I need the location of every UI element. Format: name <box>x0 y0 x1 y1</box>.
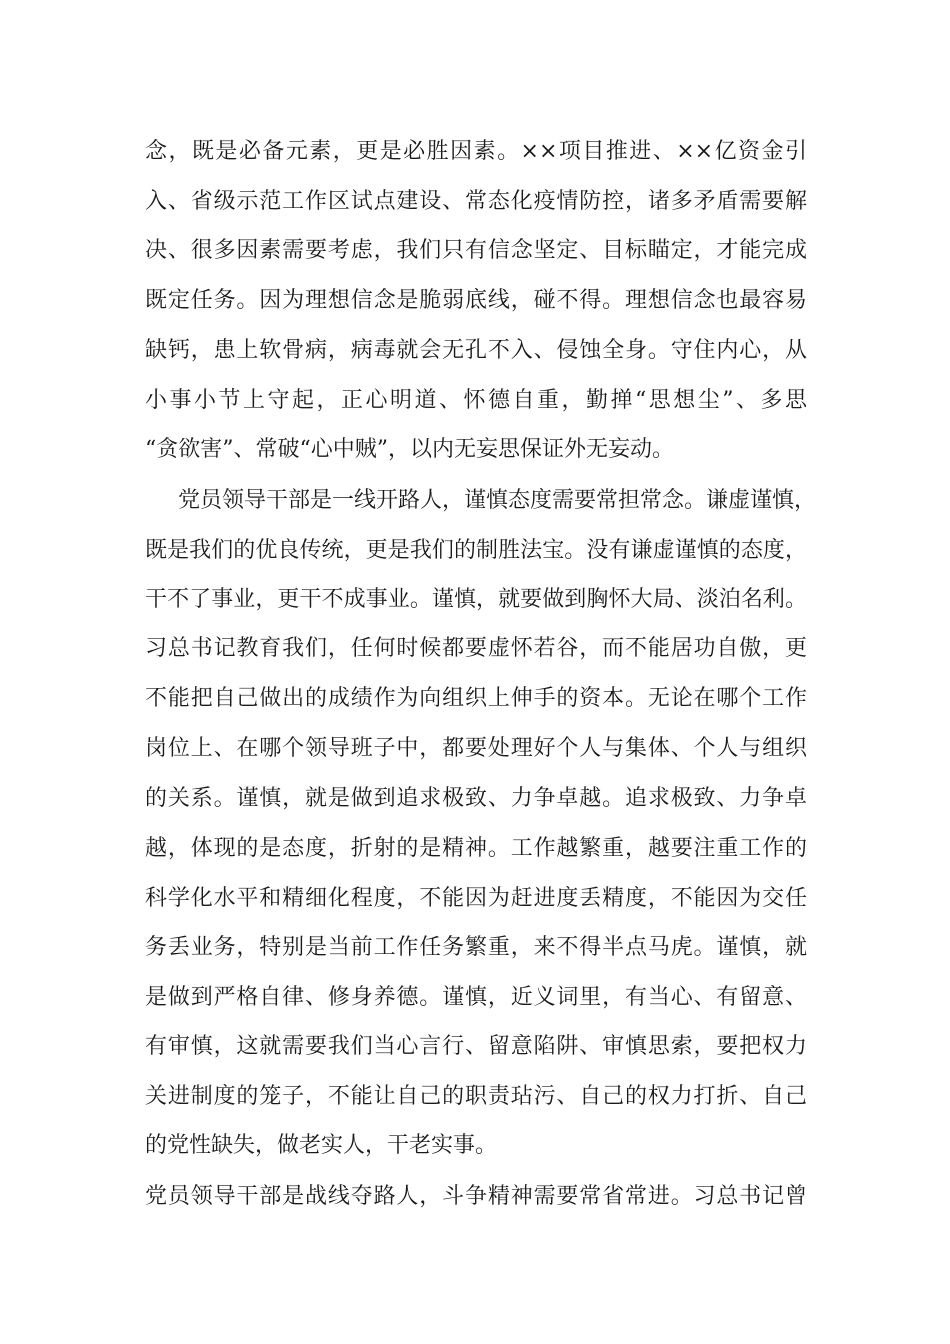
paragraph-1-line-1: 念，既是必备元素，更是必胜因素。××项目推进、××亿资金引 <box>145 139 807 164</box>
paragraph-2-line-7: 的关系。谨慎，就是做到追求极致、力争卓越。追求极致、力争卓 <box>145 786 807 811</box>
paragraph-2-line-5: 不能把自己做出的成绩作为向组织上伸手的资本。无论在哪个工作 <box>145 686 807 711</box>
paragraph-2-line-8: 越，体现的是态度，折射的是精神。工作越繁重，越要注重工作的 <box>145 836 807 861</box>
paragraph-2-line-13: 关进制度的笼子，不能让自己的职责玷污、自己的权力打折、自己 <box>145 1084 807 1109</box>
paragraph-3-line-1: 党员领导干部是战线夺路人，斗争精神需要常省常进。习总书记曾 <box>145 1184 807 1209</box>
paragraph-2-line-4: 习总书记教育我们，任何时候都要虚怀若谷，而不能居功自傲，更 <box>145 636 807 661</box>
paragraph-1-line-4: 既定任务。因为理想信念是脆弱底线，碰不得。理想信念也最容易 <box>145 288 807 313</box>
paragraph-1-line-2: 入、省级示范工作区试点建设、常态化疫情防控，诸多矛盾需要解 <box>145 189 807 214</box>
paragraph-2-line-14: 的党性缺失，做老实人，干老实事。 <box>145 1133 498 1158</box>
paragraph-2-line-11: 是做到严格自律、修身养德。谨慎，近义词里，有当心、有留意、 <box>145 985 807 1010</box>
paragraph-2-line-2: 既是我们的优良传统，更是我们的制胜法宝。没有谦虚谨慎的态度， <box>145 538 807 563</box>
paragraph-2-line-10: 务丢业务，特别是当前工作任务繁重，来不得半点马虎。谨慎，就 <box>145 935 807 960</box>
paragraph-1-line-3: 决、很多因素需要考虑，我们只有信念坚定、目标瞄定，才能完成 <box>145 238 807 263</box>
paragraph-2-line-3: 干不了事业，更干不成事业。谨慎，就要做到胸怀大局、淡泊名利。 <box>145 587 807 612</box>
paragraph-2-line-9: 科学化水平和精细化程度，不能因为赶进度丢精度，不能因为交任 <box>145 886 807 911</box>
paragraph-2-line-6: 岗位上、在哪个领导班子中，都要处理好个人与集体、个人与组织 <box>145 736 807 761</box>
paragraph-1-line-7: “贪欲害”、常破“心中贼”，以内无妄思保证外无妄动。 <box>145 437 674 462</box>
paragraph-2-line-12: 有审慎，这就需要我们当心言行、留意陷阱、审慎思索，要把权力 <box>145 1034 807 1059</box>
paragraph-2-line-1: 党员领导干部是一线开路人，谨慎态度需要常担常念。谦虚谨慎， <box>178 488 817 513</box>
paragraph-1-line-5: 缺钙，患上软骨病，病毒就会无孔不入、侵蚀全身。守住内心，从 <box>145 338 807 363</box>
paragraph-1-line-6: 小事小节上守起，正心明道、怀德自重，勤掸“思想尘”、多思 <box>145 388 807 413</box>
